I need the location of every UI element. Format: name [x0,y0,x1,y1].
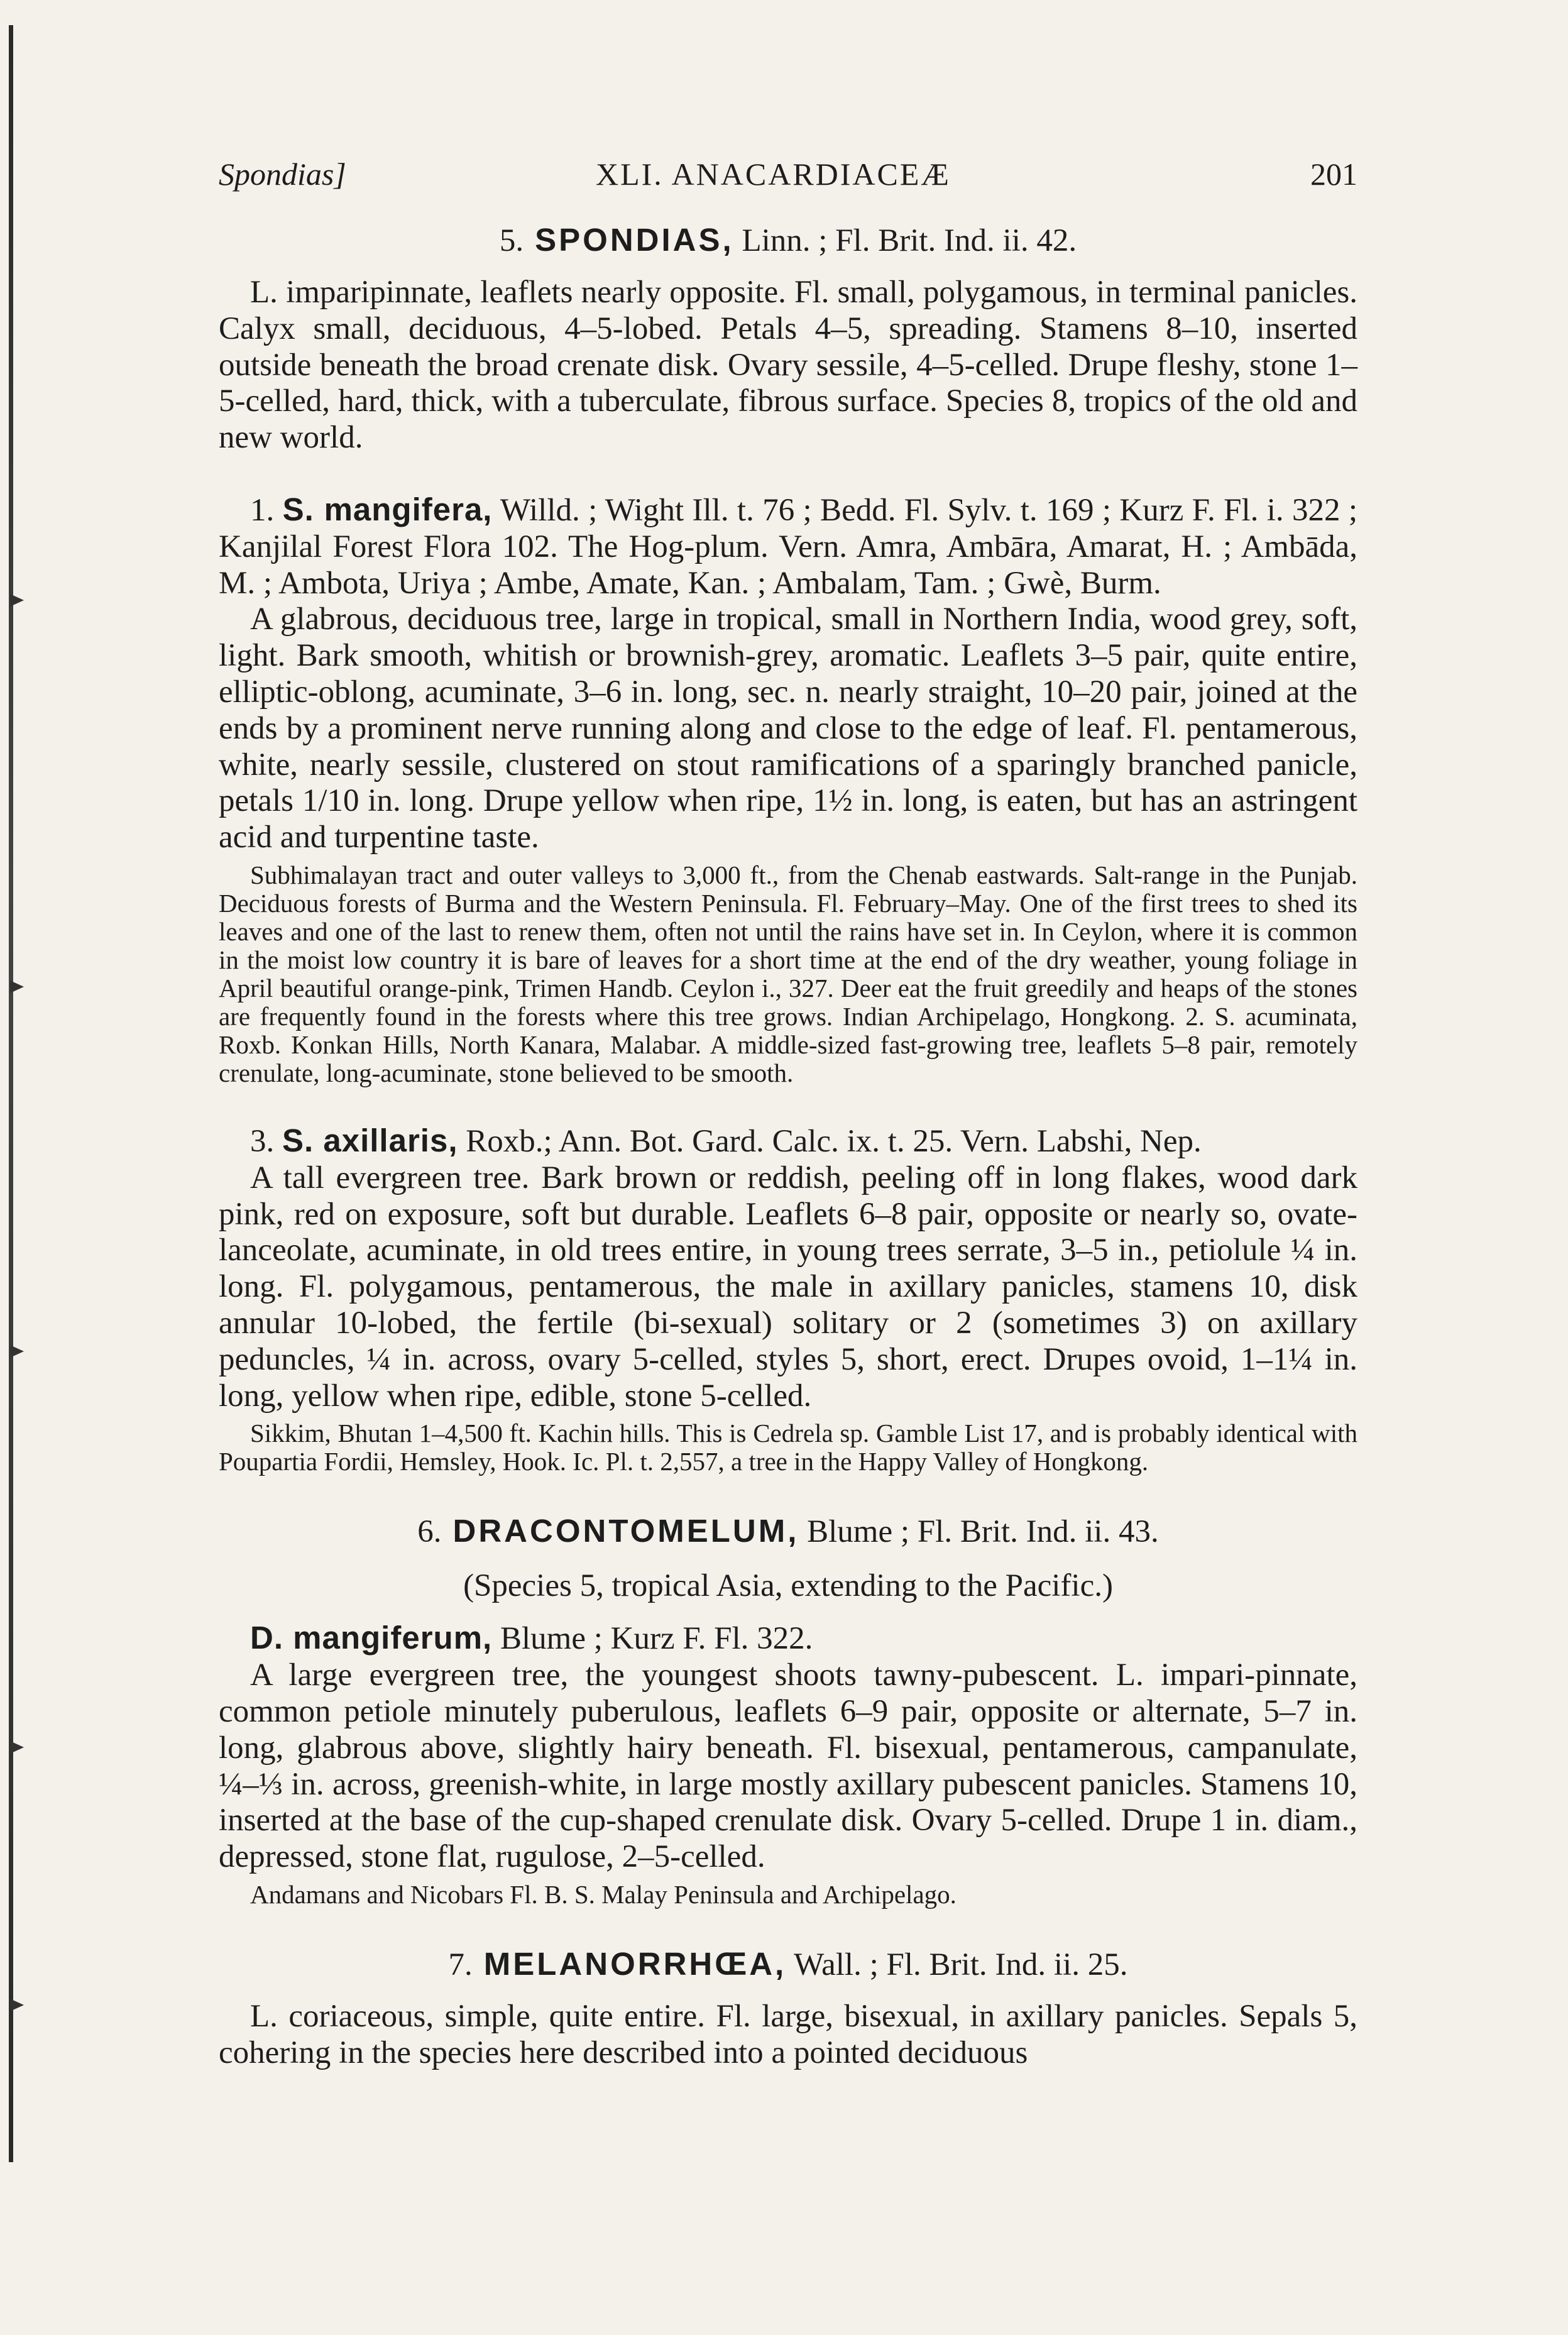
margin-arrow-mark [10,1741,24,1754]
genus-description: L. imparipinnate, leaflets nearly opposite. Fl. small, polygamous, in terminal panicles. Calyx small, deciduous, 4–5-lobed. Petals 4–5, spreading. Stamens 8–10, inserted outside beneath the broad crenate disk. Ovary sessile, 4–5-celled. Drupe fleshy, stone 1–5-celled, hard, thick, with a tuberculate, fibrous surface. Species 8, tropics of the old and new world. [219,275,1357,456]
species-distribution: Andamans and Nicobars Fl. B. S. Malay Peninsula and Archipelago. [250,1879,957,1909]
genus-reference: Linn. ; Fl. Brit. Ind. ii. 42. [742,223,1077,258]
margin-arrow-mark [10,1345,24,1358]
genus-name: SPONDIAS, [535,222,734,258]
genus-number: 7. [448,1947,473,1982]
genus-reference: Blume ; Fl. Brit. Ind. ii. 43. [807,1514,1159,1550]
species-description: A tall evergreen tree. Bark brown or reddish, peeling off in long flakes, wood dark pink, red on exposure, soft but durable. Leaflets 6–8 pair, opposite or nearly so, ovate-lanceolate, acuminate, in old trees entire, in young trees serrate, 3–5 in., petiolule ¼ in. long. Fl. polygamous, pentamerous, the male in axillary panicles, stamens 10, disk annular 10-lobed, the fertile (bi-sexual) solitary or 2 (sometimes 3) on axillary peduncles, ¼ in. across, ovary 5-celled, styles 5, short, erect. Drupes ovoid, 1–1¼ in. long, yellow when ripe, edible, stone 5-celled. [219,1160,1357,1414]
page-content [219,220,1357,2072]
margin-arrow-mark [10,1999,24,2011]
genus-heading-melanorrhoea [219,1944,1357,1985]
species-distribution: Subhimalayan tract and outer valleys to 3,000 ft., from the Chenab eastwards. Salt-range in the Punjab. Deciduous forests of Burma and the Western Peninsula. Fl. February–May. One of the first trees to shed its leaves and one of the last to renew them, often not until the rains have set in. In Ceylon, where it is common in the moist low country it is bare of leaves for a short time at the end of the dry weather, young foliage in April beautiful orange-pink, Trimen Handb. Ceylon i., 327. Deer eat the fruit greedily and heaps of the stones are frequently found in the forests where this tree grows. Indian Archipelago, Hongkong. 2. S. acuminata, Roxb. Konkan Hills, North Kanara, Malabar. A middle-sized fast-growing tree, leaflets 5–8 pair, remotely crenulate, long-acuminate, stone believed to be smooth. [219,860,1357,1087]
header-section: Spondias] [219,157,346,192]
genus-heading-spondias [219,220,1357,261]
genus-number: 6. [417,1514,442,1550]
species-description: A large evergreen tree, the youngest shoots tawny-pubescent. L. impari-pinnate, common petiole minutely puberulous, leaflets 6–9 pair, opposite or alternate, 5–7 in. long, glabrous above, slightly hairy beneath. Fl. bisexual, pentamerous, campanulate, ¼–⅓ in. across, greenish-white, in large mostly axillary pubescent panicles. Stamens 10, inserted at the base of the cup-shaped crenulate disk. Ovary 5-celled. Drupe 1 in. diam., depressed, stone flat, rugulose, 2–5-celled. [219,1657,1357,1875]
genus-number: 5. [499,223,524,258]
genus-note: (Species 5, tropical Asia, extending to the Pacific.) [463,1568,1113,1604]
species-name: S. axillaris, [282,1122,458,1158]
header-title: XLI. ANACARDIACEÆ [596,157,951,192]
species-name: D. mangiferum, [250,1620,493,1656]
species-entry-s-mangifera [219,492,1357,602]
genus-name: DRACONTOMELUM, [452,1513,799,1549]
genus-description: L. coriaceous, simple, quite entire. Fl. large, bisexual, in axillary panicles. Sepals 5, cohering in the species here described into a pointed deciduous [219,1998,1357,2070]
page-number: 201 [1310,157,1357,192]
species-references: Roxb.; Ann. Bot. Gard. Calc. ix. t. 25. Vern. Labshi, Nep. [466,1123,1202,1159]
genus-name: MELANORRHŒA, [483,1945,787,1982]
species-references: Blume ; Kurz F. Fl. 322. [500,1621,813,1657]
binding-edge [9,25,13,2162]
margin-arrow-mark [10,981,24,993]
species-entry-s-axillaris [219,1123,1357,1160]
species-references: Willd. ; Wight Ill. t. 76 ; Bedd. Fl. Sylv. t. 169 ; Kurz F. Fl. i. 322 ; Kanjilal Forest Flora 102. The Hog-plum. Vern. Amra, Ambāra, Amarat, H. ; Ambāda, M. ; Ambota, Uriya ; Ambe, Amate, Kan. ; Ambalam, Tam. ; Gwè, Burm. [219,492,1357,601]
species-number: 3. [250,1123,275,1159]
species-entry-d-mangiferum [219,1620,1357,1657]
genus-heading-dracontomelum [219,1511,1357,1552]
genus-reference: Wall. ; Fl. Brit. Ind. ii. 25. [794,1947,1128,1982]
running-header [219,156,1357,200]
species-number: 1. [250,492,275,528]
species-description: A glabrous, deciduous tree, large in tropical, small in Northern India, wood grey, soft, light. Bark smooth, whitish or brownish-grey, aromatic. Leaflets 3–5 pair, quite entire, elliptic-oblong, acuminate, 3–6 in. long, sec. n. nearly straight, 10–20 pair, joined at the ends by a prominent nerve running along and close to the edge of leaf. Fl. pentamerous, white, nearly sessile, clustered on stout ramifications of a sparingly branched panicle, petals 1/10 in. long. Drupe yellow when ripe, 1½ in. long, is eaten, but has an astringent acid and turpentine taste. [219,602,1357,855]
margin-arrow-mark [10,594,24,607]
species-name: S. mangifera, [282,491,493,527]
species-distribution: Sikkim, Bhutan 1–4,500 ft. Kachin hills. This is Cedrela sp. Gamble List 17, and is probably identical with Poupartia Fordii, Hemsley, Hook. Ic. Pl. t. 2,557, a tree in the Happy Valley of Hongkong. [219,1419,1357,1476]
